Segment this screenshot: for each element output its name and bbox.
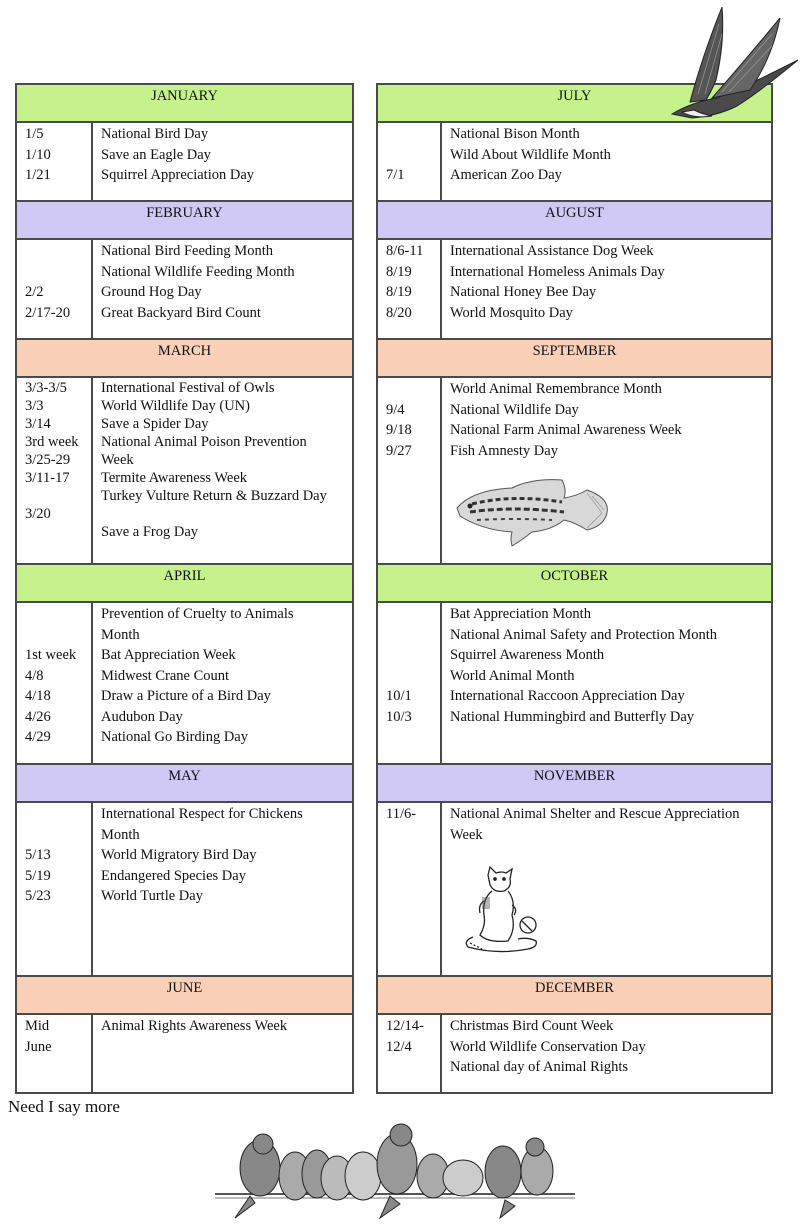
date: Mid xyxy=(25,1018,50,1034)
date: 12/14- xyxy=(386,1018,424,1034)
month-august xyxy=(378,202,771,340)
event: National Animal Poison Prevention xyxy=(101,434,307,450)
date: 9/18 xyxy=(386,422,412,438)
dates-column xyxy=(386,804,416,825)
event: Bat Appreciation Week xyxy=(101,647,236,663)
dates-column xyxy=(386,124,405,186)
date: 4/26 xyxy=(25,708,51,725)
month-header: JANUARY xyxy=(17,85,352,123)
dates-column xyxy=(25,604,76,748)
date: 3/20 xyxy=(25,506,51,522)
date-1st-week: 1st week xyxy=(25,647,77,663)
event: International Respect for Chickens xyxy=(101,806,303,822)
date: 3/3 xyxy=(25,398,44,414)
event: Great Backyard Bird Count xyxy=(101,304,261,321)
month-september xyxy=(378,340,771,565)
date: 10/3 xyxy=(386,708,412,725)
date: 4/8 xyxy=(25,667,44,684)
date: 5/19 xyxy=(25,867,51,884)
date xyxy=(386,124,405,145)
event: National day of Animal Rights xyxy=(450,1059,629,1075)
event: Fish Amnesty Day xyxy=(450,442,558,459)
date: 12/4 xyxy=(386,1038,412,1055)
column-divider xyxy=(91,1015,93,1092)
event: Month xyxy=(101,826,140,843)
event: International Homeless Animals Day xyxy=(450,263,665,280)
events-column xyxy=(101,604,294,748)
event: National Wildlife Day xyxy=(450,401,579,418)
date xyxy=(25,604,76,625)
event: World Wildlife Day (UN) xyxy=(101,398,250,414)
month-december xyxy=(378,977,771,1092)
column-divider xyxy=(440,378,442,563)
month-april xyxy=(17,565,352,765)
event: Audubon Day xyxy=(101,708,183,725)
event: Termite Awareness Week xyxy=(101,470,247,486)
events-column xyxy=(101,1016,287,1037)
date xyxy=(25,625,76,646)
event: Ground Hog Day xyxy=(101,284,202,300)
month-header: DECEMBER xyxy=(378,977,771,1015)
column-divider xyxy=(91,378,93,563)
date xyxy=(386,604,412,625)
event: Wild About Wildlife Month xyxy=(450,146,611,163)
date xyxy=(386,666,412,687)
column-divider xyxy=(91,240,93,338)
date: 8/20 xyxy=(386,304,412,321)
event: American Zoo Day xyxy=(450,167,562,183)
month-header: NOVEMBER xyxy=(378,765,771,803)
event: Turkey Vulture Return & Buzzard Day xyxy=(101,488,327,504)
month-header: OCTOBER xyxy=(378,565,771,603)
month-october xyxy=(378,565,771,765)
column-divider xyxy=(91,803,93,975)
dates-column xyxy=(386,241,423,323)
date: June xyxy=(25,1038,52,1055)
date: 9/27 xyxy=(386,442,412,459)
column-divider xyxy=(440,603,442,763)
event: Squirrel Appreciation Day xyxy=(101,167,255,183)
footer-caption: Need I say more xyxy=(8,1097,120,1116)
event: National Animal Shelter and Rescue Appreciation xyxy=(450,806,740,822)
dates-column xyxy=(386,1016,424,1057)
event: Christmas Bird Count Week xyxy=(450,1018,614,1034)
date: 3/14 xyxy=(25,416,51,432)
month-november xyxy=(378,765,771,977)
event: National Animal Safety and Protection Month xyxy=(450,626,717,643)
event: Squirrel Awareness Month xyxy=(450,647,605,663)
month-january xyxy=(17,85,352,202)
date: 4/29 xyxy=(25,729,51,745)
month-header: MAY xyxy=(17,765,352,803)
date: 3/25-29 xyxy=(25,452,71,468)
event: National Bison Month xyxy=(450,126,580,142)
date xyxy=(386,645,412,666)
events-column xyxy=(101,241,295,323)
birds-on-wire-illustration xyxy=(205,1108,600,1226)
event: World Turtle Day xyxy=(101,888,203,904)
date xyxy=(25,241,70,262)
date xyxy=(25,804,51,825)
column-divider xyxy=(440,123,442,200)
date: 2/17-20 xyxy=(25,304,71,321)
date: 2/2 xyxy=(25,284,44,300)
month-header: MARCH xyxy=(17,340,352,378)
month-june xyxy=(17,977,352,1092)
dates-column xyxy=(386,604,412,727)
events-column xyxy=(450,124,611,186)
events-column xyxy=(101,379,327,541)
month-header: SEPTEMBER xyxy=(378,340,771,378)
event: Bat Appreciation Month xyxy=(450,606,591,622)
events-column xyxy=(101,804,303,907)
dates-column xyxy=(25,804,51,907)
event: National Bird Feeding Month xyxy=(101,243,273,259)
event: National Bird Day xyxy=(101,126,209,142)
events-column xyxy=(450,604,717,727)
event: Month xyxy=(101,626,140,643)
events-column xyxy=(450,241,665,323)
month-march xyxy=(17,340,352,565)
events-column xyxy=(101,124,254,186)
date xyxy=(25,262,70,283)
events-column xyxy=(450,379,682,461)
date: 1/21 xyxy=(25,167,51,183)
events-column xyxy=(450,804,740,845)
date: 11/6- xyxy=(386,806,417,822)
column-divider xyxy=(440,240,442,338)
date: 1/5 xyxy=(25,126,44,142)
month-header: JULY xyxy=(378,85,771,123)
date: 7/1 xyxy=(386,167,405,183)
date: 1/10 xyxy=(25,146,51,163)
event: National Go Birding Day xyxy=(101,729,248,745)
column-divider xyxy=(440,1015,442,1092)
event: Draw a Picture of a Bird Day xyxy=(101,688,271,704)
event: Week xyxy=(101,452,134,468)
event: Endangered Species Day xyxy=(101,867,246,884)
month-february xyxy=(17,202,352,340)
date xyxy=(386,145,405,166)
event: World Animal Remembrance Month xyxy=(450,381,662,397)
event: World Mosquito Day xyxy=(450,304,573,321)
date xyxy=(386,625,412,646)
event: World Migratory Bird Day xyxy=(101,847,257,863)
date xyxy=(386,379,412,400)
dates-column xyxy=(25,379,79,523)
month-header: FEBRUARY xyxy=(17,202,352,240)
event: International Raccoon Appreciation Day xyxy=(450,688,685,704)
event: National Farm Animal Awareness Week xyxy=(450,422,682,438)
date: 5/23 xyxy=(25,888,51,904)
date: 3/11-17 xyxy=(25,470,70,486)
month-header: APRIL xyxy=(17,565,352,603)
cat-illustration xyxy=(458,865,553,960)
event: International Festival of Owls xyxy=(101,380,275,396)
month-may xyxy=(17,765,352,977)
date: 8/6-11 xyxy=(386,243,424,259)
date: 8/19 xyxy=(386,284,412,300)
date-3rd-week: 3rd week xyxy=(25,434,79,450)
event: Animal Rights Awareness Week xyxy=(101,1018,288,1034)
month-july xyxy=(378,85,771,202)
event: World Animal Month xyxy=(450,667,575,684)
column-divider xyxy=(440,803,442,975)
event: Week xyxy=(450,826,483,843)
date xyxy=(25,825,51,846)
calendar-table-left xyxy=(15,83,354,1094)
event: Prevention of Cruelty to Animals xyxy=(101,606,294,622)
date: 4/18 xyxy=(25,688,51,704)
calendar-table-right xyxy=(376,83,773,1094)
dates-column xyxy=(25,241,70,323)
event: Save a Spider Day xyxy=(101,416,209,432)
event: Midwest Crane Count xyxy=(101,667,230,684)
event: World Wildlife Conservation Day xyxy=(450,1038,646,1055)
dates-column xyxy=(386,379,412,461)
event: International Assistance Dog Week xyxy=(450,243,654,259)
event: National Honey Bee Day xyxy=(450,284,597,300)
date: 9/4 xyxy=(386,401,405,418)
event: National Hummingbird and Butterfly Day xyxy=(450,708,695,725)
date: 8/19 xyxy=(386,263,412,280)
fish-illustration xyxy=(452,468,612,548)
month-header: AUGUST xyxy=(378,202,771,240)
column-divider xyxy=(91,603,93,763)
event: Save a Frog Day xyxy=(101,524,199,540)
date: 3/3-3/5 xyxy=(25,380,67,396)
dates-column xyxy=(25,124,51,186)
event: National Wildlife Feeding Month xyxy=(101,263,295,280)
events-column xyxy=(450,1016,646,1078)
month-header: JUNE xyxy=(17,977,352,1015)
date: 5/13 xyxy=(25,847,51,863)
event: Save an Eagle Day xyxy=(101,146,211,163)
date: 10/1 xyxy=(386,688,412,704)
column-divider xyxy=(91,123,93,200)
dates-column xyxy=(25,1016,52,1057)
